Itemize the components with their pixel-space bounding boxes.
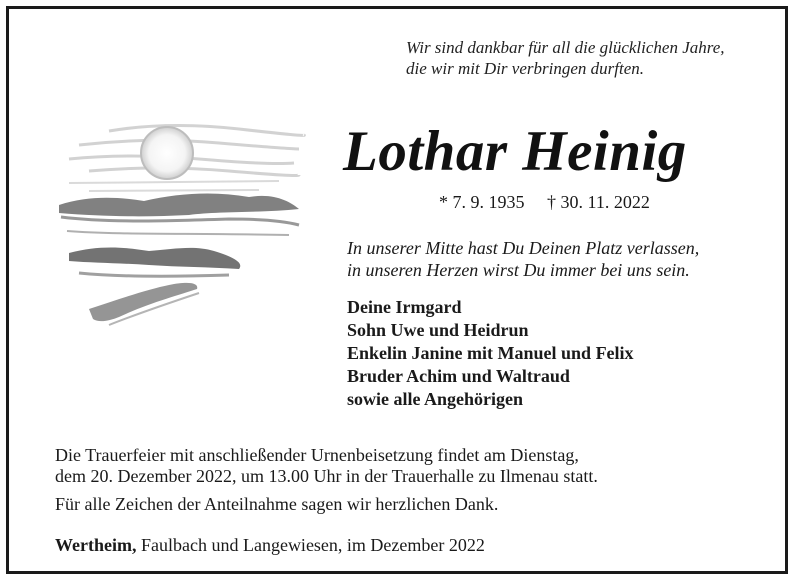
mourner-line: Bruder Achim und Waltraud bbox=[347, 366, 570, 386]
opening-quote bbox=[406, 37, 725, 79]
mourner-line: Sohn Uwe und Heidrun bbox=[347, 320, 529, 340]
sun-shape bbox=[141, 127, 193, 179]
land-strip-upper bbox=[59, 194, 299, 217]
place-and-date bbox=[55, 535, 485, 556]
place-city: Wertheim, bbox=[55, 535, 137, 555]
service-info-line-2: dem 20. Dezember 2022, um 13.00 Uhr in der Trauerhalle zu Ilmenau statt. bbox=[55, 466, 598, 486]
birth-date: * 7. 9. 1935 bbox=[439, 192, 525, 212]
thanks-text: Für alle Zeichen der Anteilnahme sagen wir herzlichen Dank. bbox=[55, 494, 499, 514]
memorial-quote-line-1: In unserer Mitte hast Du Deinen Platz verlassen, bbox=[347, 238, 700, 258]
place-rest: Faulbach und Langewiesen, im Dezember 2022 bbox=[136, 535, 485, 555]
service-info-line-1: Die Trauerfeier mit anschließender Urnenbeisetzung findet am Dienstag, bbox=[55, 445, 579, 465]
deceased-name: Lothar Heinig bbox=[343, 120, 687, 183]
sun-over-water-landscape-drawing bbox=[49, 113, 309, 333]
death-date: † 30. 11. 2022 bbox=[547, 192, 650, 212]
mourner-line: sowie alle Angehörigen bbox=[347, 389, 523, 409]
mourner-line: Enkelin Janine mit Manuel und Felix bbox=[347, 343, 634, 363]
land-strip-lower bbox=[69, 248, 240, 270]
memorial-quote bbox=[347, 237, 699, 281]
mourner-line: Deine Irmgard bbox=[347, 297, 462, 317]
foreground-shore bbox=[89, 283, 197, 321]
memorial-quote-line-2: in unseren Herzen wirst Du immer bei uns sein. bbox=[347, 260, 690, 280]
opening-quote-line-1: Wir sind dankbar für all die glücklichen Jahre, bbox=[406, 38, 725, 57]
opening-quote-line-2: die wir mit Dir verbringen durften. bbox=[406, 59, 644, 78]
service-info bbox=[55, 445, 598, 487]
mourners-list bbox=[347, 296, 634, 411]
obituary-notice bbox=[6, 6, 788, 574]
